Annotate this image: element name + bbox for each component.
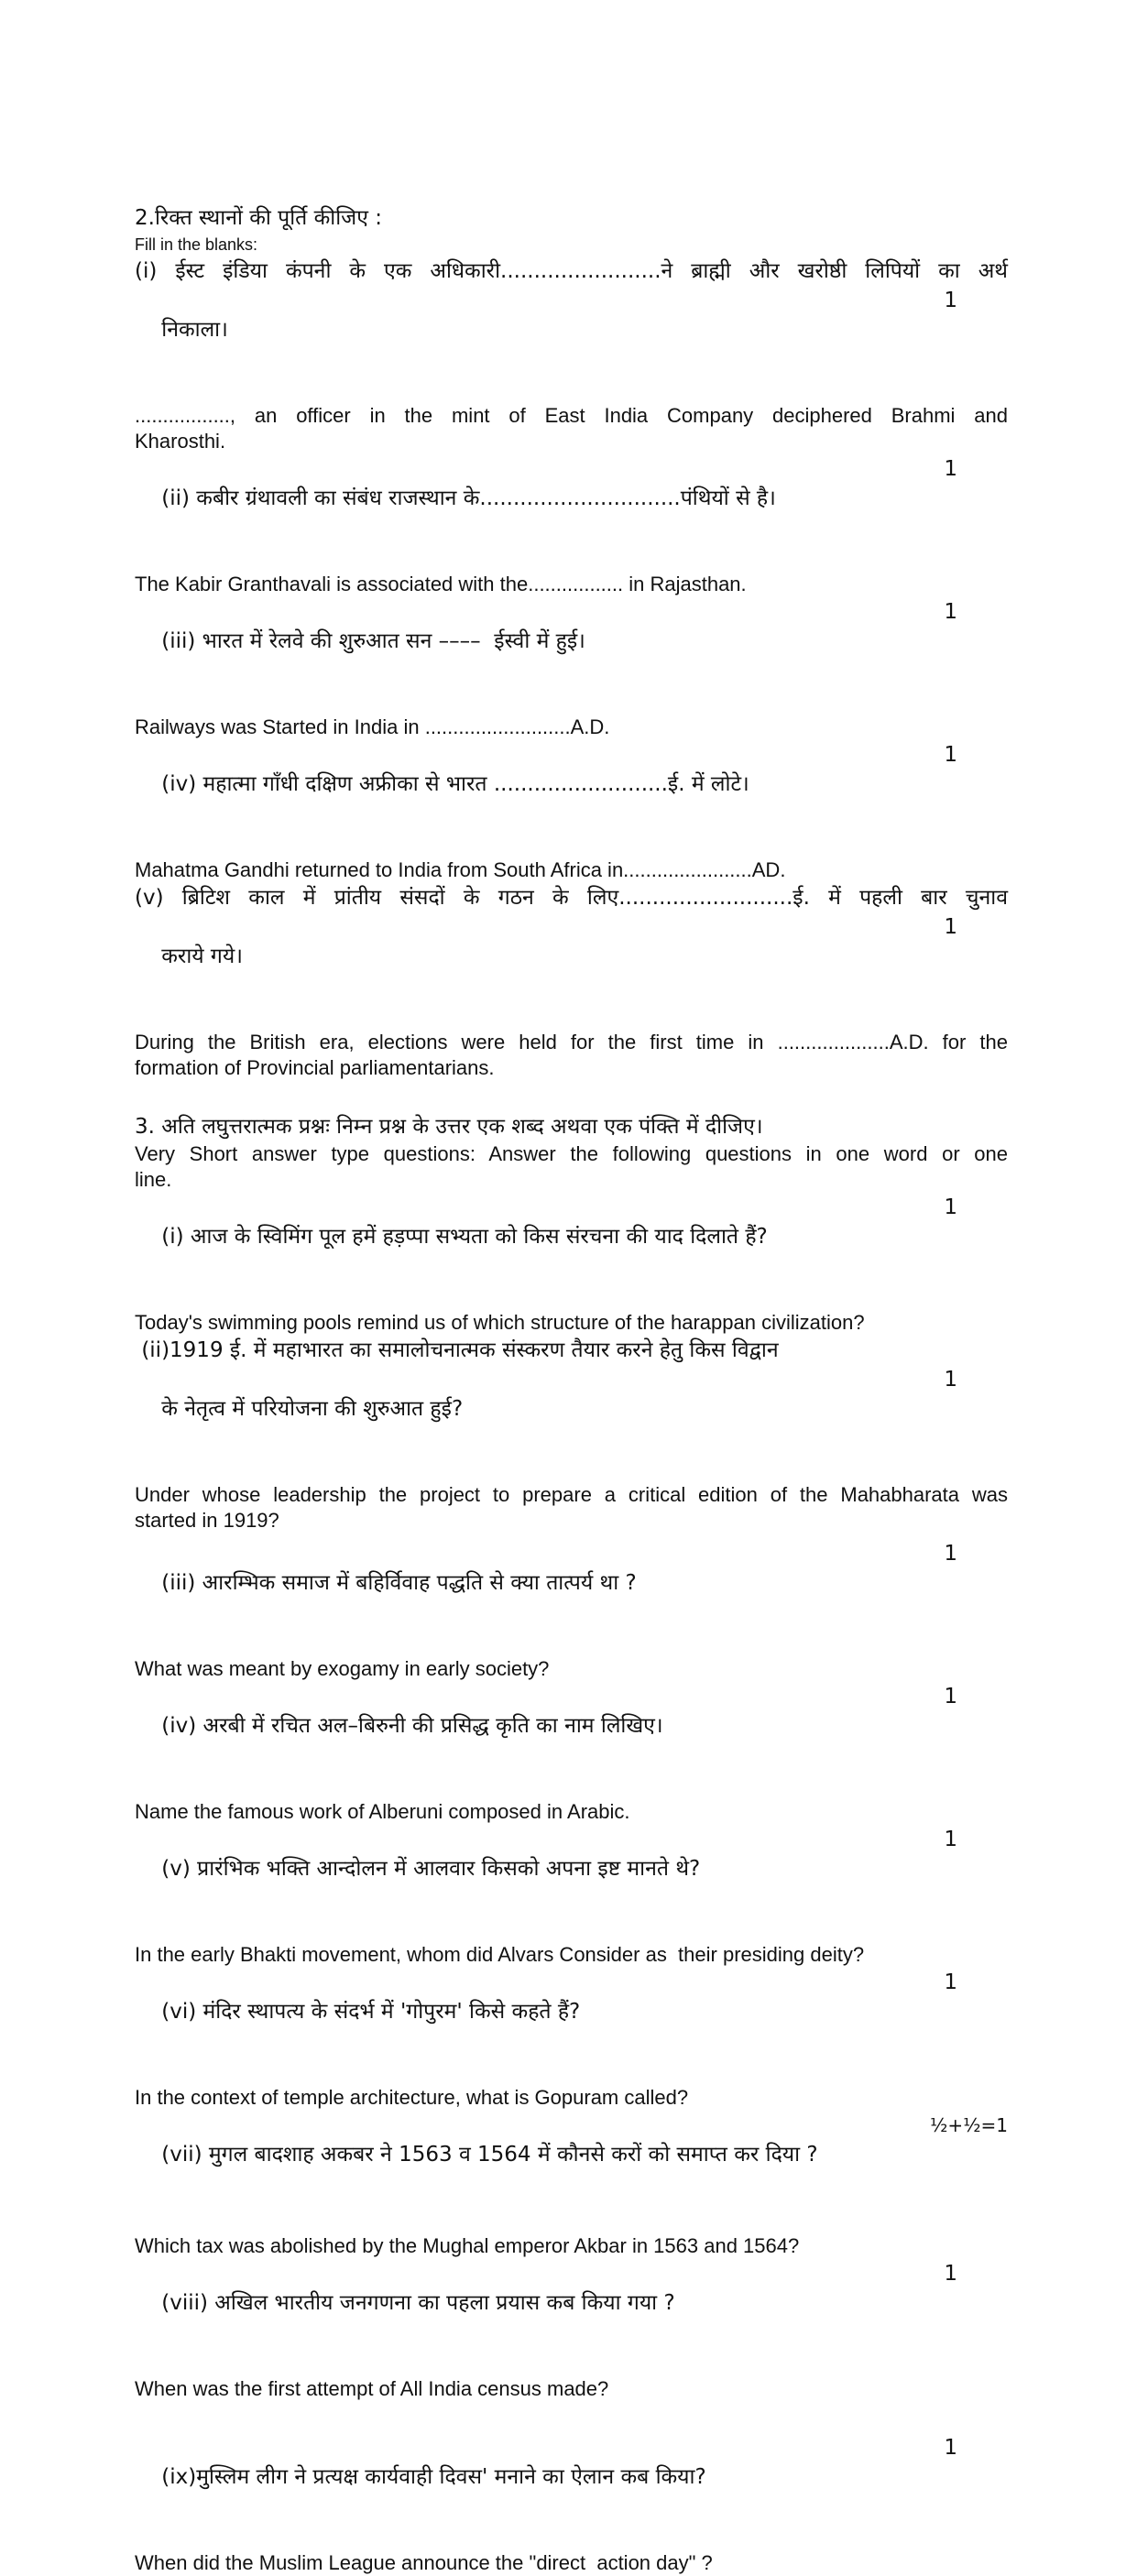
s3-q6-mark: 1 bbox=[944, 1970, 957, 1994]
s2-q2-hi bbox=[135, 454, 1008, 572]
s2-q1-mark: 1 bbox=[944, 289, 957, 312]
section3-heading-en-line2: line. bbox=[135, 1168, 172, 1191]
s2-q4-mark: 1 bbox=[944, 743, 957, 767]
s2-q1-en-line2: Kharosthi. bbox=[135, 430, 226, 453]
s3-q2-hi-text2: के नेतृत्व में परियोजना की शुरुआत हुई? bbox=[161, 1397, 464, 1421]
s2-q5-hi-line2 bbox=[135, 912, 1008, 1030]
s3-q9-hi bbox=[135, 2433, 1008, 2550]
section2-heading-en: Fill in the blanks: bbox=[135, 235, 258, 254]
s3-q7-hi bbox=[135, 2111, 1008, 2228]
s2-q2-mark: 1 bbox=[944, 457, 957, 481]
s2-q5-hi-line1: (v) ब्रिटिश काल में प्रांतीय संसदों के गठन के लिए..........................ई. में पहली बार चुनाव bbox=[135, 886, 1008, 910]
s3-q8-hi-text: (viii) अखिल भारतीय जनगणना का पहला प्रयास कब किया गया ? bbox=[161, 2291, 675, 2315]
s2-q3-hi bbox=[135, 597, 1008, 715]
s2-q3-hi-text: (iii) भारत में रेलवे की शुरुआत सन –––– ईस्वी में हुई। bbox=[161, 629, 585, 653]
s3-q1-mark: 1 bbox=[944, 1195, 957, 1219]
s3-q1-hi bbox=[135, 1193, 1008, 1310]
s3-q7-hi-text: (vii) मुगल बादशाह अकबर ने 1563 व 1564 में कौनसे करों को समाप्त कर दिया ? bbox=[161, 2143, 818, 2167]
s3-q2-en-line1: Under whose leadership the project to prepare a critical edition of the Mahabharata was bbox=[135, 1483, 1008, 1506]
s2-q5-en-line1: During the British era, elections were held for the first time in ....................A.D. for the bbox=[135, 1031, 1008, 1053]
s2-q2-hi-text: (ii) कबीर ग्रंथावली का संबंध राजस्थान के..............................पंथियों से है। bbox=[161, 486, 776, 510]
s3-q2-hi-line1: (ii)1919 ई. में महाभारत का समालोचनात्मक संस्करण तैयार करने हेतु किस विद्वान bbox=[135, 1338, 779, 1362]
s2-q2-en: The Kabir Granthavali is associated with the................. in Rajasthan. bbox=[135, 573, 747, 595]
section3-heading: 3. अति लघुत्तरात्मक प्रश्नः निम्न प्रश्न के उत्तर एक शब्द अथवा एक पंक्ति में दीजिए। bbox=[135, 1115, 763, 1139]
s3-q2-en-line2: started in 1919? bbox=[135, 1509, 279, 1532]
s3-q4-en: Name the famous work of Alberuni composed in Arabic. bbox=[135, 1800, 630, 1823]
section-spacer bbox=[135, 1081, 1008, 1112]
s3-q3-hi-text: (iii) आरम्भिक समाज में बहिर्विवाह पद्धति से क्या तात्पर्य था ? bbox=[161, 1571, 637, 1595]
s2-q1-hi-text2: निकाला। bbox=[161, 318, 228, 342]
s3-q3-hi bbox=[135, 1539, 1008, 1656]
s2-q1-hi-line2 bbox=[135, 286, 1008, 403]
s2-q5-hi-text2: कराये गये। bbox=[161, 944, 243, 968]
s3-q2-hi-line2 bbox=[135, 1365, 1008, 1482]
spacer bbox=[135, 2402, 1008, 2433]
s3-q7-en: Which tax was abolished by the Mughal emperor Akbar in 1563 and 1564? bbox=[135, 2234, 800, 2257]
exam-page bbox=[135, 203, 1008, 2576]
s3-q7-mark: ½+½=1 bbox=[929, 2114, 1008, 2136]
s3-q6-hi bbox=[135, 1968, 1008, 2085]
s2-q4-hi-text: (iv) महात्मा गाँधी दक्षिण अफ्रीका से भारत ..........................ई. में लोटे। bbox=[161, 772, 749, 796]
s2-q5-en-line2: formation of Provincial parliamentarians. bbox=[135, 1056, 495, 1079]
s3-q6-en: In the context of temple architecture, what is Gopuram called? bbox=[135, 2086, 689, 2109]
s3-q4-mark: 1 bbox=[944, 1685, 957, 1708]
s2-q1-en-line1: ................., an officer in the mint of East India Company deciphered Brahmi and bbox=[135, 404, 1008, 427]
s3-q9-mark: 1 bbox=[944, 2436, 957, 2460]
s3-q8-hi bbox=[135, 2259, 1008, 2376]
s3-q5-hi bbox=[135, 1825, 1008, 1942]
s3-q6-hi-text: (vi) मंदिर स्थापत्य के संदर्भ में 'गोपुरम' किसे कहते हैं? bbox=[161, 2000, 581, 2024]
section2-heading: 2.रिक्त स्थानों की पूर्ति कीजिए : bbox=[135, 206, 383, 230]
s3-q5-en: In the early Bhakti movement, whom did Alvars Consider as their presiding deity? bbox=[135, 1943, 865, 1966]
s3-q5-hi-text: (v) प्रारंभिक भक्ति आन्दोलन में आलवार किसको अपना इष्ट मानते थे? bbox=[161, 1857, 701, 1881]
s2-q3-mark: 1 bbox=[944, 600, 957, 624]
section3-heading-en-line1: Very Short answer type questions: Answer the following questions in one word or one bbox=[135, 1142, 1008, 1165]
s2-q1-hi-line1: (i) ईस्ट इंडिया कंपनी के एक अधिकारी........................ने ब्राह्मी और खरोष्ठी लिपियों का अर्थ bbox=[135, 259, 1008, 283]
s3-q2-mark: 1 bbox=[944, 1368, 957, 1392]
s3-q9-en: When did the Muslim League announce the "direct action day" ? bbox=[135, 2551, 713, 2574]
s3-q3-mark: 1 bbox=[944, 1542, 957, 1566]
s2-q5-mark: 1 bbox=[944, 915, 957, 939]
s3-q1-hi-text: (i) आज के स्विमिंग पूल हमें हड़प्पा सभ्यता को किस संरचना की याद दिलाते हैं? bbox=[161, 1225, 768, 1249]
s3-q3-en: What was meant by exogamy in early society? bbox=[135, 1657, 550, 1680]
s3-q5-mark: 1 bbox=[944, 1828, 957, 1851]
s3-q4-hi bbox=[135, 1682, 1008, 1799]
s2-q4-en: Mahatma Gandhi returned to India from South Africa in.......................AD. bbox=[135, 858, 786, 881]
s3-q9-hi-text: (ix)मुस्लिम लीग ने प्रत्यक्ष कार्यवाही दिवस' मनाने का ऐलान कब किया? bbox=[161, 2465, 706, 2489]
s2-q3-en: Railways was Started in India in ..........................A.D. bbox=[135, 715, 610, 738]
s3-q8-mark: 1 bbox=[944, 2262, 957, 2286]
s3-q4-hi-text: (iv) अरबी में रचित अल–बिरुनी की प्रसिद्ध कृति का नाम लिखिए। bbox=[161, 1714, 663, 1738]
s3-q8-en: When was the first attempt of All India census made? bbox=[135, 2377, 609, 2400]
s3-q1-en: Today's swimming pools remind us of which structure of the harappan civilization? bbox=[135, 1311, 865, 1334]
s2-q4-hi bbox=[135, 740, 1008, 857]
